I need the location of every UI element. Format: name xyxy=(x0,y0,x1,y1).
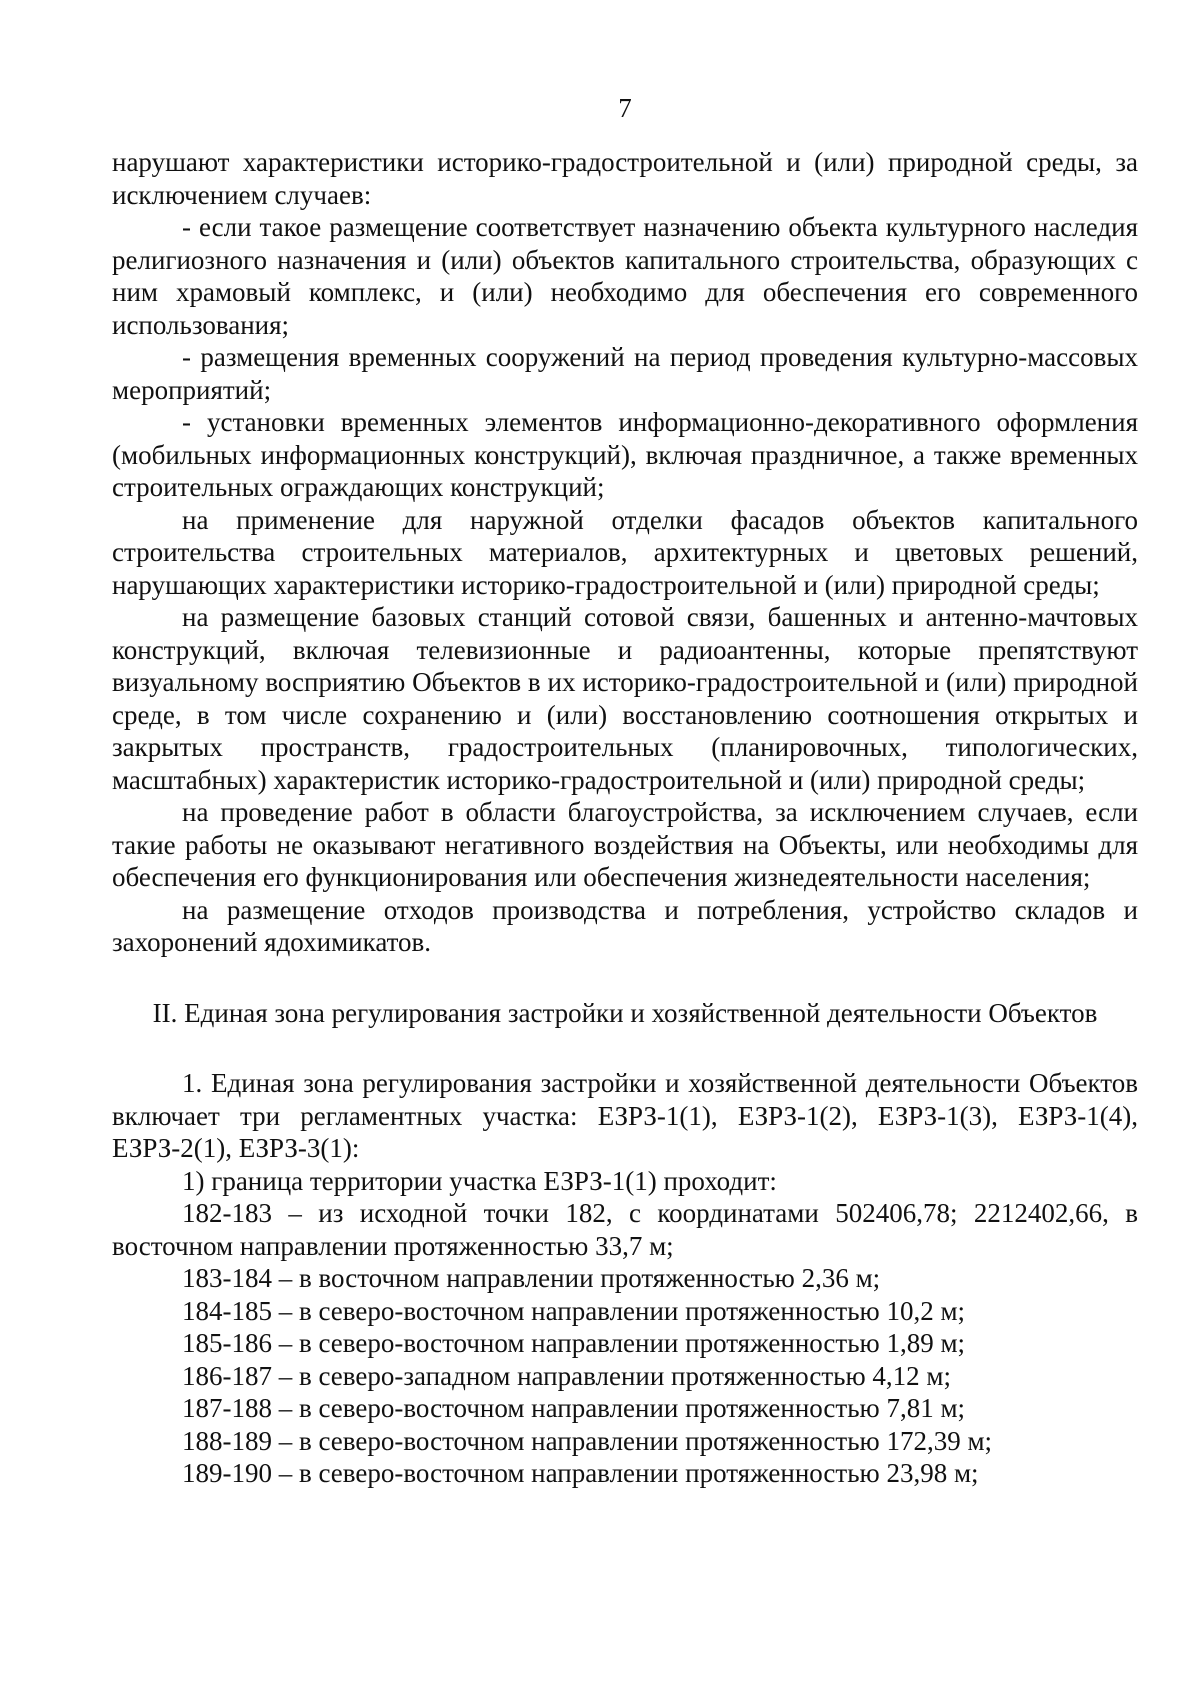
list-item: 186-187 – в северо-западном направлении протяженностью 4,12 м; xyxy=(182,1360,951,1391)
list-item: 188-189 – в северо-восточном направлении протяженностью 172,39 м; xyxy=(182,1425,993,1456)
paragraph: - размещения временных сооружений на период проведения культурно-массовых мероприятий; xyxy=(112,342,1138,405)
page-number: 7 xyxy=(618,93,632,123)
bottom-paragraphs xyxy=(112,1067,1138,1262)
paragraph: - установки временных элементов информационно-декоративного оформления (мобильных информационных конструкций), включая праздничное, а также временных строительных ограждающих конструкций; xyxy=(112,407,1138,502)
list-item: 189-190 – в северо-восточном направлении протяженностью 23,98 м; xyxy=(182,1458,979,1488)
paragraph: - если такое размещение соответствует назначению объекта культурного наследия религиозного назначения и (или) объектов капитального строительства, образующих с ним храмовый комплекс, и (или) необходимо для обеспечения его современного использования; xyxy=(112,212,1138,340)
paragraph: 1. Единая зона регулирования застройки и хозяйственной деятельности Объектов включает три регламентных участка: ЕЗРЗ-1(1), ЕЗРЗ-1(2), ЕЗРЗ-1(3), ЕЗРЗ-1(4), ЕЗРЗ-2(1), ЕЗРЗ-3(1): xyxy=(112,1068,1138,1163)
paragraph: на размещение базовых станций сотовой связи, башенных и антенно-мачтовых конструкций, включая телевизионные и радиоантенны, которые препятствуют визуальному восприятию Объектов в их историко-градостроительной и (или) природной среде, в том числе сохранению и (или) восстановлению соотношения открытых и закрытых пространств, градостроительных (планировочных, типологических, масштабных) характеристик историко-градостроительной и (или) природной среды; xyxy=(112,602,1138,795)
list-item: 184-185 – в северо-восточном направлении протяженностью 10,2 м; xyxy=(182,1295,966,1326)
paragraph: на размещение отходов производства и потребления, устройство складов и захоронений ядохимикатов. xyxy=(112,894,1138,957)
document-body xyxy=(112,146,1138,1490)
section-heading: II. Единая зона регулирования застройки и хозяйственной деятельности Объектов xyxy=(152,997,1098,1028)
list-item: 185-186 – в северо-восточном направлении протяженностью 1,89 м; xyxy=(182,1328,966,1358)
list-item: 183-184 – в восточном направлении протяженностью 2,36 м; xyxy=(182,1263,881,1293)
paragraph: нарушают характеристики историко-градостроительной и (или) природной среды, за исключением случаев: xyxy=(112,147,1138,210)
top-paragraphs xyxy=(112,146,1138,959)
list-item: 187-188 – в северо-восточном направлении протяженностью 7,81 м; xyxy=(182,1393,966,1423)
paragraph: на проведение работ в области благоустройства, за исключением случаев, если такие работы не оказывают негативного воздействия на Объекты, или необходимы для обеспечения его функционирования или обеспечения жизнедеятельности населения; xyxy=(112,797,1138,892)
paragraph: на применение для наружной отделки фасадов объектов капитального строительства строительных материалов, архитектурных и цветовых решений, нарушающих характеристики историко-градостроительной и (или) природной среды; xyxy=(112,504,1138,600)
paragraph: 182-183 – из исходной точки 182, с координатами 502406,78; 2212402,66, в восточном направлении протяженностью 33,7 м; xyxy=(112,1198,1138,1261)
boundary-segments-list xyxy=(112,1262,1138,1490)
paragraph: 1) граница территории участка ЕЗРЗ-1(1) проходит: xyxy=(182,1165,777,1196)
